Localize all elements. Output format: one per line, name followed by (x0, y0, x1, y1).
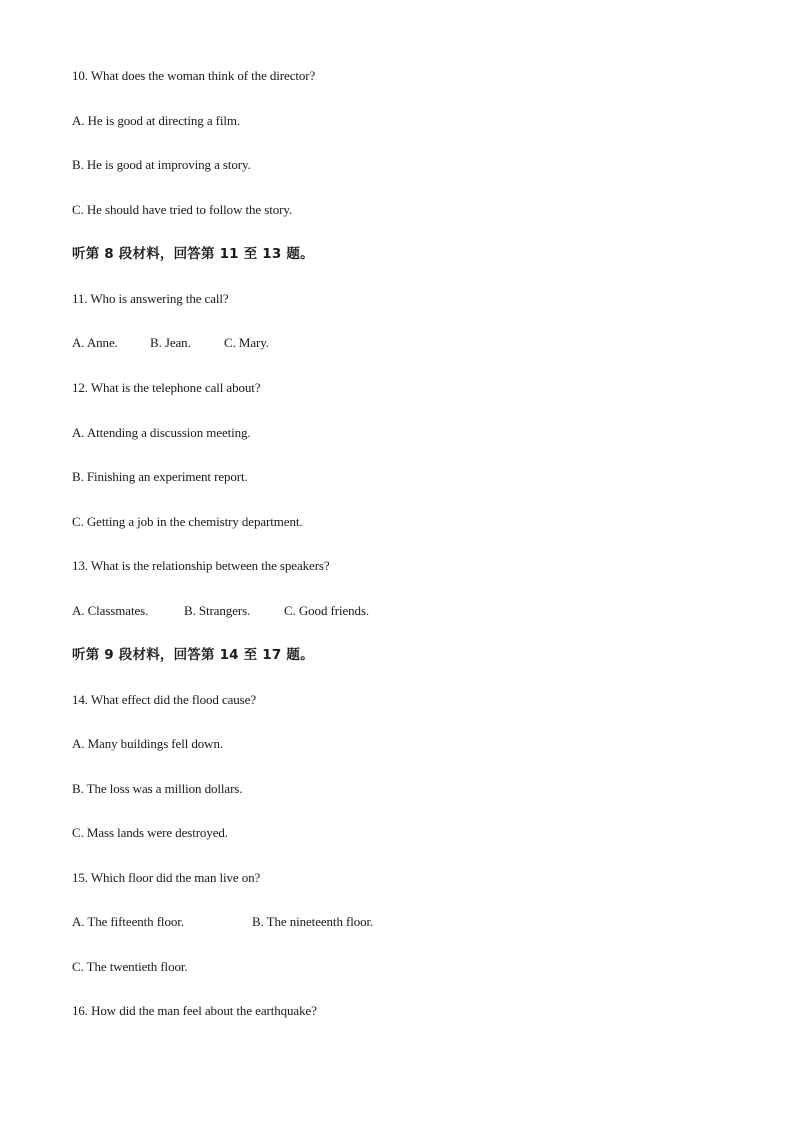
question-11-options (72, 335, 472, 351)
question-12-option-c: C. Getting a job in the chemistry department. (72, 514, 303, 529)
question-13-option-c: C. Good friends. (284, 603, 370, 618)
question-11-option-b: B. Jean. (150, 335, 191, 350)
question-15: 15. Which floor did the man live on? (72, 870, 261, 885)
question-14-option-c: C. Mass lands were destroyed. (72, 825, 228, 840)
question-15-option-b: B. The nineteenth floor. (252, 914, 374, 929)
question-10: 10. What does the woman think of the director? (72, 68, 316, 83)
question-12-option-a: A. Attending a discussion meeting. (72, 425, 251, 440)
question-11-option-a: A. Anne. (72, 335, 118, 350)
question-10-option-b: B. He is good at improving a story. (72, 157, 251, 172)
question-16: 16. How did the man feel about the earthquake? (72, 1003, 317, 1018)
question-10-option-c: C. He should have tried to follow the story. (72, 202, 293, 217)
question-13-options (72, 603, 492, 619)
question-13-option-b: B. Strangers. (184, 603, 251, 618)
question-11-option-c: C. Mary. (224, 335, 269, 350)
question-15-option-c: C. The twentieth floor. (72, 959, 188, 974)
question-15-options-ab (72, 914, 492, 930)
question-13: 13. What is the relationship between the speakers? (72, 558, 330, 573)
question-14: 14. What effect did the flood cause? (72, 692, 256, 707)
question-14-option-b: B. The loss was a million dollars. (72, 781, 243, 796)
section-9-header: 听第 9 段材料，回答第 14 至 17 题。 (72, 647, 314, 663)
question-15-option-a: A. The fifteenth floor. (72, 914, 184, 929)
question-13-option-a: A. Classmates. (72, 603, 149, 618)
question-11: 11. Who is answering the call? (72, 291, 229, 306)
question-12-option-b: B. Finishing an experiment report. (72, 469, 248, 484)
question-14-option-a: A. Many buildings fell down. (72, 736, 224, 751)
section-8-header: 听第 8 段材料，回答第 11 至 13 题。 (72, 246, 314, 262)
question-10-option-a: A. He is good at directing a film. (72, 113, 241, 128)
question-12: 12. What is the telephone call about? (72, 380, 261, 395)
